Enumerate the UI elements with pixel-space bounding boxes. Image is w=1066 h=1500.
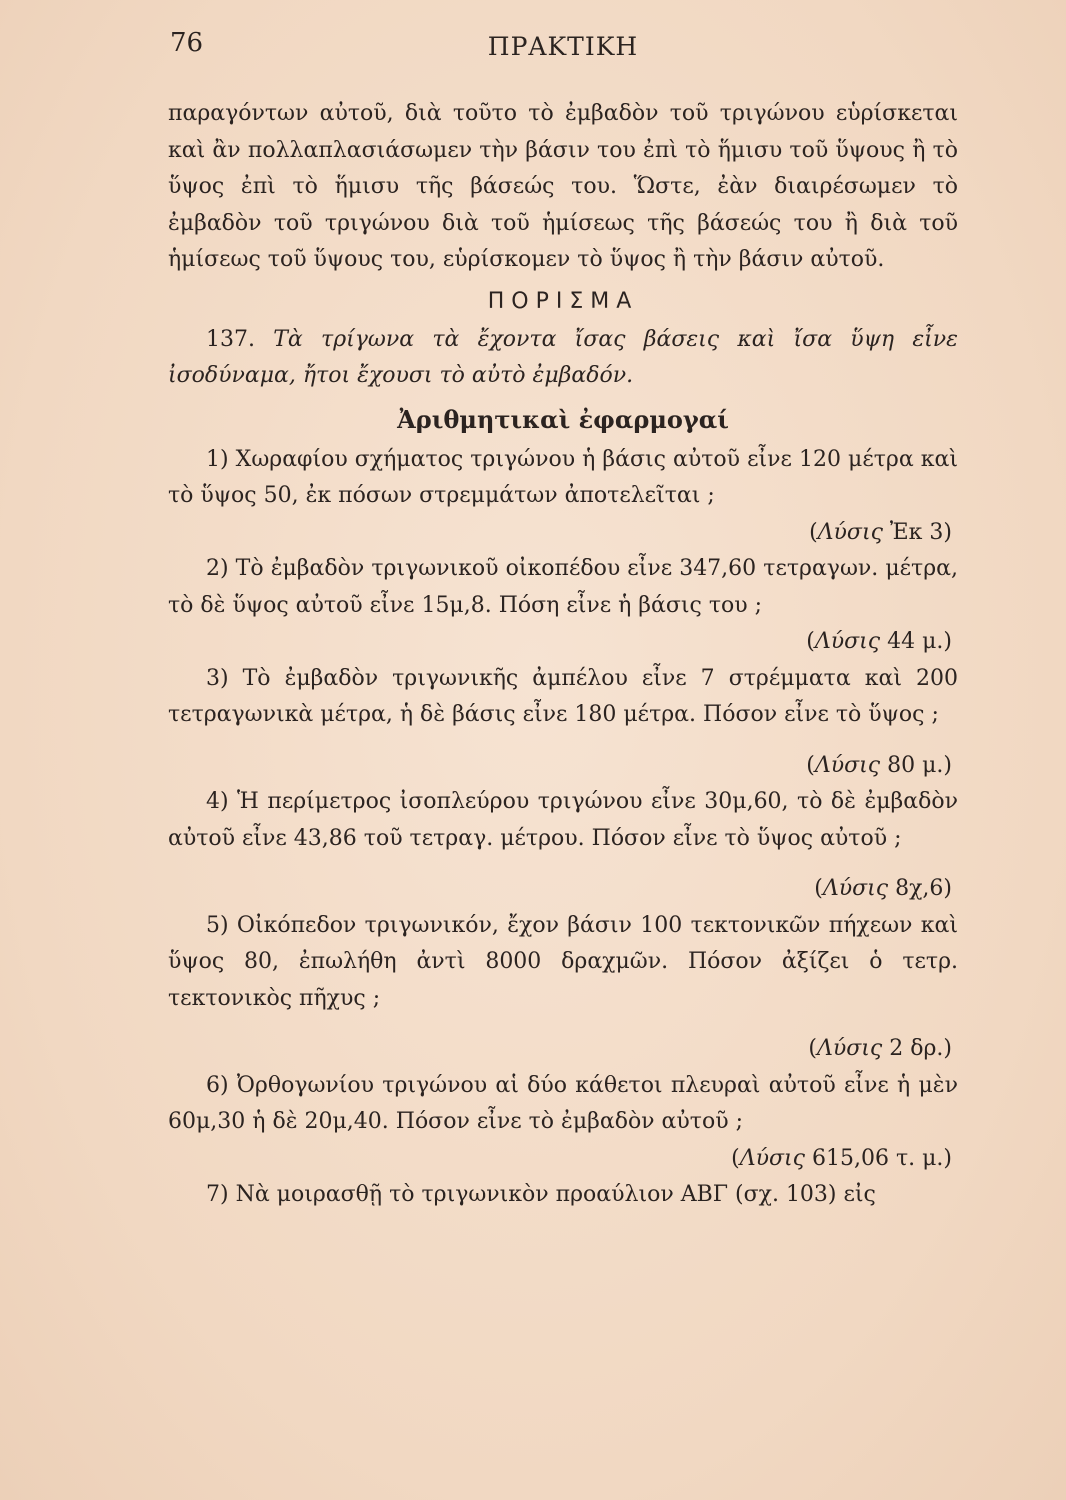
answer-1: (Λύσις Ἐκ 3) (809, 519, 952, 545)
answer-label: Λύσις (814, 752, 881, 778)
section-number: 137. (206, 326, 255, 352)
answer-6: (Λύσις 615,06 τ. μ.) (731, 1145, 952, 1171)
applications-heading: Ἀριθμητικαὶ ἐφαρμογαί (397, 404, 729, 434)
answer-value: 44 μ.) (887, 629, 952, 654)
answer-value: 80 μ.) (887, 752, 952, 778)
spacer (168, 857, 958, 871)
answer-4: (Λύσις 8χ,6) (814, 876, 952, 901)
answer-value: 2 δρ.) (889, 1036, 952, 1061)
answer-3: (Λύσις 80 μ.) (806, 752, 952, 778)
exercise-6: 6) Ὀρθογωνίου τριγώνου αἱ δύο κάθετοι πλευραὶ αὐτοῦ εἶνε ἡ μὲν 60μ,30 ἡ δὲ 20μ,40. Πόσον εἶνε τὸ ἐμβαδὸν αὐτοῦ ; (168, 1072, 958, 1134)
exercise-1: 1) Χωραφίου σχήματος τριγώνου ἡ βάσις αὐτοῦ εἶνε 120 μέτρα καὶ τὸ ὕψος 50, ἐκ πόσων στρεμμάτων ἀποτελεῖται ; (168, 446, 958, 508)
answer-value: Ἐκ 3) (889, 519, 952, 545)
porisma-text: Τὰ τρίγωνα τὰ ἔχοντα ἴσας βάσεις καὶ ἴσα ὕψη εἶνε ἰσοδύναμα, ἤτοι ἔχουσι τὸ αὐτὸ ἐμβαδόν. (168, 326, 958, 388)
answer-label: Λύσις (739, 1145, 805, 1171)
exercise-2: 2) Τὸ ἐμβαδὸν τριγωνικοῦ οἰκοπέδου εἶνε 347,60 τετραγων. μέτρα, τὸ δὲ ὕψος αὐτοῦ εἶνε 15μ,8. Πόση εἶνε ἡ βάσις του ; (168, 556, 958, 618)
exercise-7: 7) Νὰ μοιρασθῇ τὸ τριγωνικὸν προαύλιον ΑΒΓ (σχ. 103) εἰς (206, 1182, 876, 1207)
answer-value: 8χ,6) (895, 876, 952, 901)
porisma-paragraph (168, 322, 958, 395)
page-header (170, 28, 956, 68)
page-number: 76 (170, 28, 204, 58)
answer-label: Λύσις (822, 876, 889, 901)
exercise-4: 4) Ἡ περίμετρος ἰσοπλεύρου τριγώνου εἶνε 30μ,60, τὸ δὲ ἐμβαδὸν αὐτοῦ εἶνε 43,86 τοῦ τετραγ. μέτρου. Πόσον εἶνε τὸ ὕψος αὐτοῦ ; (168, 789, 958, 851)
exercise-3: 3) Τὸ ἐμβαδὸν τριγωνικῆς ἀμπέλου εἶνε 7 στρέμματα καὶ 200 τετραγωνικὰ μέτρα, ἡ δὲ βάσις εἶνε 180 μέτρα. Πόσον εἶνε τὸ ὕψος ; (168, 665, 958, 727)
exercise-5: 5) Οἰκόπεδον τριγωνικόν, ἔχον βάσιν 100 τεκτονικῶν πήχεων καὶ ὕψος 80, ἐπωλήθη ἀντὶ 8000 δραχμῶν. Πόσον ἀξίζει ὁ τετρ. τεκτονικὸς πῆχυς ; (168, 912, 958, 1011)
intro-paragraph: παραγόντων αὐτοῦ, διὰ τοῦτο τὸ ἐμβαδὸν τοῦ τριγώνου εὑρίσκεται καὶ ἂν πολλαπλασιάσωμεν τὴν βάσιν του ἐπὶ τὸ ἥμισυ τοῦ ὕψους ἢ τὸ ὕψος ἐπὶ τὸ ἥμισυ τῆς βάσεώς του. Ὥστε, ἐὰν διαιρέσωμεν τὸ ἐμβαδὸν τοῦ τριγώνου διὰ τοῦ ἡμίσεως τῆς βάσεώς του ἢ διὰ τοῦ ἡμίσεως τοῦ ὕψους του, εὑρίσκομεν τὸ ὕψος ἢ τὴν βάσιν αὐτοῦ. (168, 101, 958, 272)
answer-2: (Λύσις 44 μ.) (806, 629, 952, 654)
answer-label: Λύσις (817, 519, 883, 545)
page-body (168, 96, 958, 1214)
running-title: ΠΡΑΚΤΙΚΗ (487, 32, 639, 61)
porisma-heading: ΠΟΡΙΣΜΑ (487, 288, 639, 314)
answer-label: Λύσις (817, 1036, 883, 1061)
answer-5: (Λύσις 2 δρ.) (808, 1036, 952, 1061)
answer-value: 615,06 τ. μ.) (811, 1145, 952, 1171)
spacer (168, 734, 958, 748)
spacer (168, 1017, 958, 1031)
answer-label: Λύσις (814, 629, 881, 654)
